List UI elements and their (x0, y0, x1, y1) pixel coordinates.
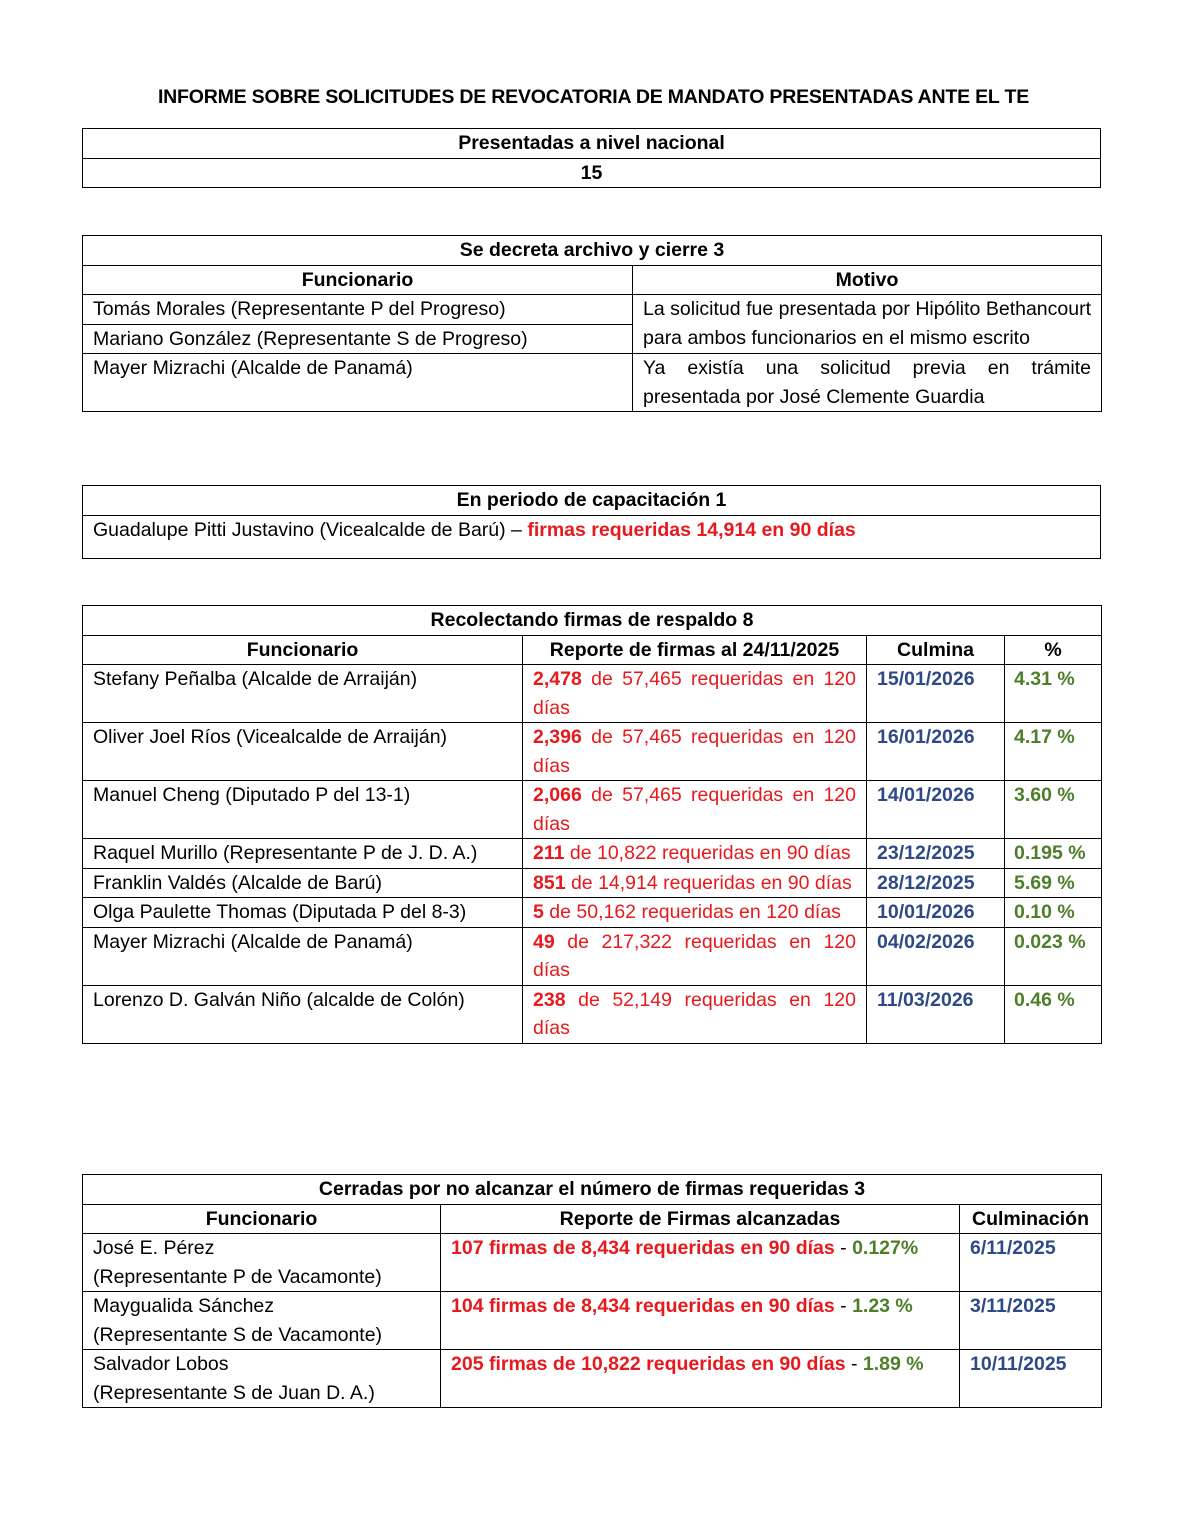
recolectando-col-pct: % (1005, 635, 1102, 665)
table-row (83, 665, 1102, 723)
culminacion-cell: 6/11/2025 (960, 1234, 1102, 1292)
cerradas-heading: Cerradas por no alcanzar el número de firmas requeridas 3 (83, 1175, 1102, 1205)
culminacion-cell: 10/11/2025 (960, 1350, 1102, 1408)
reporte-cell (523, 868, 867, 898)
funcionario-cargo: (Representante S de Juan D. A.) (93, 1381, 375, 1404)
pct-cell: 0.10 % (1005, 898, 1102, 928)
reporte-cell (523, 665, 867, 723)
table-row (83, 354, 1102, 412)
reporte-cell (523, 781, 867, 839)
firmas-count: 851 (533, 871, 566, 894)
firmas-count: 5 (533, 901, 544, 923)
nacional-heading: Presentadas a nivel nacional (83, 129, 1101, 159)
recolectando-col-culmina: Culmina (867, 635, 1005, 665)
funcionario-cell: Lorenzo D. Galván Niño (alcalde de Colón) (83, 985, 523, 1043)
pct-value: 0.127% (852, 1237, 919, 1259)
culminacion-cell: 3/11/2025 (960, 1292, 1102, 1350)
firmas-requeridas: de 57,465 requeridas en 120 días (533, 668, 856, 719)
funcionario-cargo: (Representante S de Vacamonte) (93, 1323, 383, 1346)
culmina-cell: 10/01/2026 (867, 898, 1005, 928)
table-row (83, 1350, 1102, 1408)
pct-cell: 0.46 % (1005, 985, 1102, 1043)
reporte-cell (523, 839, 867, 869)
table-row (83, 898, 1102, 928)
separator: - (834, 1237, 853, 1259)
firmas-requeridas: de 57,465 requeridas en 120 días (533, 784, 856, 835)
cerradas-col-culminacion: Culminación (960, 1204, 1102, 1234)
capacitacion-heading: En periodo de capacitación 1 (83, 486, 1101, 516)
funcionario-cell: Mayer Mizrachi (Alcalde de Panamá) (83, 927, 523, 985)
firmas-requeridas: de 52,149 requeridas en 120 días (533, 988, 856, 1039)
motivo-cell: Ya existía una solicitud previa en trámite presentada por José Clemente Guardia (633, 354, 1102, 412)
funcionario-cell (83, 1350, 441, 1408)
table-row (83, 1292, 1102, 1350)
pct-cell: 0.195 % (1005, 839, 1102, 869)
firmas-count: 49 (533, 930, 555, 953)
pct-cell: 3.60 % (1005, 781, 1102, 839)
table-row (83, 985, 1102, 1043)
culmina-cell: 23/12/2025 (867, 839, 1005, 869)
funcionario-cell (83, 1292, 441, 1350)
table-row (83, 781, 1102, 839)
reporte-cell (523, 723, 867, 781)
firmas-count: 2,396 (533, 726, 582, 748)
pct-value: 1.89 % (862, 1353, 924, 1375)
funcionario-cell (83, 1234, 441, 1292)
archivo-heading: Se decreta archivo y cierre 3 (83, 236, 1102, 266)
firmas-requeridas: de 50,162 requeridas en 120 días (543, 901, 841, 923)
recolectando-col-funcionario: Funcionario (83, 635, 523, 665)
nacional-count: 15 (83, 158, 1101, 188)
firmas-count: 211 (533, 842, 565, 864)
culmina-cell: 16/01/2026 (867, 723, 1005, 781)
reporte-cell (441, 1350, 960, 1408)
culmina-cell: 15/01/2026 (867, 665, 1005, 723)
table-row (83, 868, 1102, 898)
table-row (83, 295, 1102, 325)
separator: - (834, 1295, 853, 1317)
pct-value: 1.23 % (852, 1295, 913, 1317)
culmina-cell: 04/02/2026 (867, 927, 1005, 985)
firmas-requeridas: de 10,822 requeridas en 90 días (564, 842, 851, 864)
cerradas-col-funcionario: Funcionario (83, 1204, 441, 1234)
reporte-cell (441, 1292, 960, 1350)
capacitacion-firmas: firmas requeridas 14,914 en 90 días (527, 518, 856, 541)
pct-cell: 5.69 % (1005, 868, 1102, 898)
firmas-alcanzadas: 104 firmas de 8,434 requeridas en 90 días (451, 1295, 835, 1317)
table-row (83, 927, 1102, 985)
funcionario-cell: Oliver Joel Ríos (Vicealcalde de Arraiján) (83, 723, 523, 781)
capacitacion-row (83, 515, 1101, 559)
funcionario-nombre: Maygualida Sánchez (93, 1295, 275, 1317)
reporte-cell (523, 898, 867, 928)
funcionario-cell: Mariano González (Representante S de Progreso) (83, 324, 633, 354)
funcionario-nombre: Salvador Lobos (93, 1353, 229, 1375)
capacitacion-funcionario: Guadalupe Pitti Justavino (Vicealcalde de Barú) – (93, 518, 528, 541)
recolectando-table (82, 605, 1102, 1044)
funcionario-cell: Tomás Morales (Representante P del Progreso) (83, 295, 633, 325)
recolectando-heading: Recolectando firmas de respaldo 8 (83, 606, 1102, 636)
firmas-alcanzadas: 205 firmas de 10,822 requeridas en 90 días (451, 1353, 846, 1375)
firmas-count: 2,478 (533, 668, 582, 690)
funcionario-cell: Stefany Peñalba (Alcalde de Arraiján) (83, 665, 523, 723)
archivo-table (82, 235, 1102, 412)
culmina-cell: 11/03/2026 (867, 985, 1005, 1043)
capacitacion-table (82, 485, 1101, 559)
nacional-table (82, 128, 1101, 188)
table-row (83, 723, 1102, 781)
cerradas-table (82, 1174, 1102, 1408)
firmas-requeridas: de 57,465 requeridas en 120 días (533, 726, 856, 777)
reporte-cell (523, 985, 867, 1043)
separator: - (845, 1353, 863, 1375)
cerradas-col-reporte: Reporte de Firmas alcanzadas (441, 1204, 960, 1234)
funcionario-cell: Raquel Murillo (Representante P de J. D. A.) (83, 839, 523, 869)
funcionario-cell: Franklin Valdés (Alcalde de Barú) (83, 868, 523, 898)
recolectando-col-reporte: Reporte de firmas al 24/11/2025 (523, 635, 867, 665)
motivo-cell: La solicitud fue presentada por Hipólito Bethancourt para ambos funcionarios en el mismo escrito (633, 295, 1102, 354)
table-row (83, 1234, 1102, 1292)
report-title: INFORME SOBRE SOLICITUDES DE REVOCATORIA DE MANDATO PRESENTADAS ANTE EL TE (157, 86, 1030, 108)
table-row (83, 839, 1102, 869)
pct-cell: 4.17 % (1005, 723, 1102, 781)
culmina-cell: 14/01/2026 (867, 781, 1005, 839)
archivo-col-motivo: Motivo (633, 265, 1102, 295)
reporte-cell (523, 927, 867, 985)
firmas-requeridas: de 217,322 requeridas en 120 días (533, 930, 856, 981)
funcionario-cell: Manuel Cheng (Diputado P del 13-1) (83, 781, 523, 839)
pct-cell: 4.31 % (1005, 665, 1102, 723)
archivo-col-funcionario: Funcionario (83, 265, 633, 295)
funcionario-cargo: (Representante P de Vacamonte) (93, 1265, 382, 1288)
firmas-requeridas: de 14,914 requeridas en 90 días (565, 871, 852, 894)
funcionario-nombre: José E. Pérez (93, 1237, 215, 1259)
firmas-count: 238 (533, 988, 566, 1011)
culmina-cell: 28/12/2025 (867, 868, 1005, 898)
reporte-cell (441, 1234, 960, 1292)
firmas-alcanzadas: 107 firmas de 8,434 requeridas en 90 días (451, 1237, 835, 1259)
pct-cell: 0.023 % (1005, 927, 1102, 985)
funcionario-cell: Mayer Mizrachi (Alcalde de Panamá) (83, 354, 633, 412)
funcionario-cell: Olga Paulette Thomas (Diputada P del 8-3) (83, 898, 523, 928)
firmas-count: 2,066 (533, 784, 582, 806)
